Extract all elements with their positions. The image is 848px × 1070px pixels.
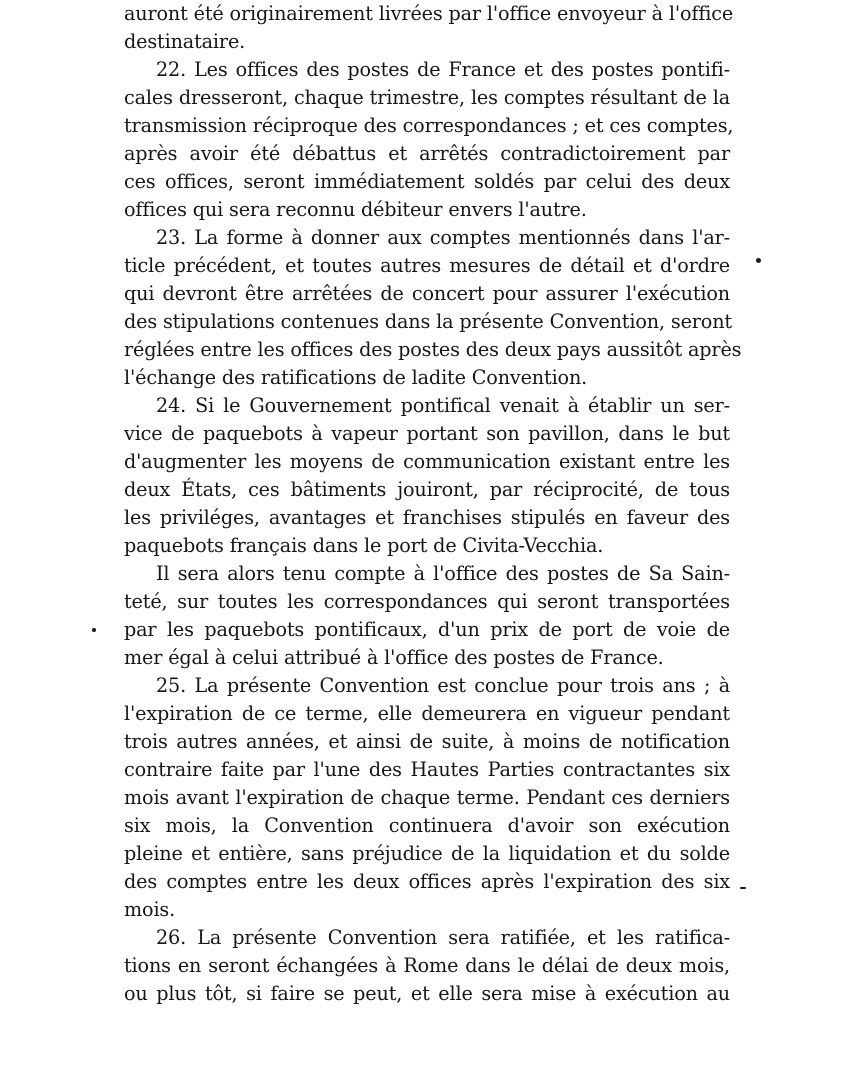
text-line: ces offices, seront immédiatement soldés par celui des deux	[124, 170, 730, 193]
text-line: 24. Si le Gouvernement pontifical venait à établir un ser-	[156, 394, 730, 417]
margin-speck	[740, 887, 746, 889]
body-text	[124, 0, 742, 1008]
text-line: l'échange des ratifications de ladite Convention.	[124, 366, 588, 389]
text-line: deux États, ces bâtiments jouiront, par réciprocité, de tous	[124, 478, 730, 501]
text-line: des comptes entre les deux offices après l'expiration des six	[124, 870, 730, 893]
text-line: cales dresseront, chaque trimestre, les comptes résultant de la	[124, 86, 730, 109]
text-line: d'augmenter les moyens de communication existant entre les	[124, 450, 730, 473]
text-line: l'expiration de ce terme, elle demeurera en vigueur pendant	[124, 702, 730, 725]
text-line: 22. Les offices des postes de France et des postes pontifi-	[156, 58, 730, 81]
text-line: réglées entre les offices des postes des deux pays aussitôt après	[124, 338, 742, 361]
paragraph-article-22	[124, 56, 734, 224]
text-line: ticle précédent, et toutes autres mesures de détail et d'ordre	[124, 254, 730, 277]
paragraph-article-24-continuation	[124, 560, 730, 672]
margin-speck	[92, 628, 96, 632]
text-line: paquebots français dans le port de Civita-Vecchia.	[124, 534, 604, 557]
text-line: les priviléges, avantages et franchises stipulés en faveur des	[124, 506, 730, 529]
text-line: tions en seront échangées à Rome dans le délai de deux mois,	[124, 954, 730, 977]
paragraph-article-24	[124, 392, 730, 560]
text-line: des stipulations contenues dans la présente Convention, seront	[124, 310, 732, 333]
text-line: auront été originairement livrées par l'office envoyeur à l'office	[124, 2, 734, 25]
margin-speck	[756, 258, 761, 263]
text-line: contraire faite par l'une des Hautes Parties contractantes six	[124, 758, 730, 781]
text-line: 23. La forme à donner aux comptes mentionnés dans l'ar-	[156, 226, 730, 249]
text-line: par les paquebots pontificaux, d'un prix de port de voie de	[124, 618, 730, 641]
text-line: 25. La présente Convention est conclue pour trois ans ; à	[156, 674, 730, 697]
paragraph-article-26	[124, 924, 730, 1008]
text-line: mois avant l'expiration de chaque terme. Pendant ces derniers	[124, 786, 730, 809]
text-line: offices qui sera reconnu débiteur envers l'autre.	[124, 198, 587, 221]
text-line: Il sera alors tenu compte à l'office des postes de Sa Sain-	[156, 562, 730, 585]
paragraph-article-23	[124, 224, 742, 392]
text-line: pleine et entière, sans préjudice de la liquidation et du solde	[124, 842, 730, 865]
text-line: teté, sur toutes les correspondances qui seront transportées	[124, 590, 730, 613]
text-line: qui devront être arrêtées de concert pour assurer l'exécution	[124, 282, 730, 305]
text-line: destinataire.	[124, 30, 246, 53]
paragraph-article-25	[124, 672, 730, 924]
text-line: vice de paquebots à vapeur portant son pavillon, dans le but	[124, 422, 730, 445]
paragraph-continuation	[124, 0, 734, 56]
text-line: six mois, la Convention continuera d'avoir son exécution	[124, 814, 730, 837]
text-line: 26. La présente Convention sera ratifiée, et les ratifica-	[156, 926, 730, 949]
text-line: transmission réciproque des correspondances ; et ces comptes,	[124, 114, 734, 137]
text-line: mois.	[124, 898, 176, 921]
text-line: mer égal à celui attribué à l'office des postes de France.	[124, 646, 664, 669]
text-line: ou plus tôt, si faire se peut, et elle sera mise à exécution au	[124, 982, 730, 1005]
text-line: trois autres années, et ainsi de suite, à moins de notification	[124, 730, 730, 753]
text-line: après avoir été débattus et arrêtés contradictoirement par	[124, 142, 730, 165]
